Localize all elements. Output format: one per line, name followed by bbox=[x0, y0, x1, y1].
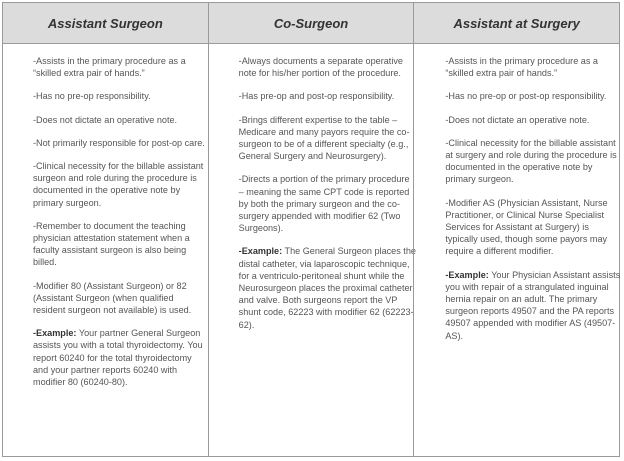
table-header-row bbox=[3, 3, 619, 44]
column-co-surgeon bbox=[208, 44, 414, 456]
list-item: -Assists in the primary procedure as a “skilled extra pair of hands.” bbox=[33, 56, 186, 79]
header-co-surgeon: Co-Surgeon bbox=[208, 3, 414, 43]
list-item: -Directs a portion of the primary procedure – meaning the same CPT code is reported by both the primary surgeon and the co-surgery appended with modifier 62 (Two Surgeons). bbox=[238, 174, 410, 234]
list-item: -Always documents a separate operative note for his/her portion of the procedure. bbox=[238, 56, 403, 79]
list-item: -Clinical necessity for the billable assistant at surgery and role during the procedure is documented in the operative note by primary surgeon. bbox=[445, 137, 617, 185]
example-paragraph bbox=[33, 327, 205, 388]
list-item: -Modifier AS (Physician Assistant, Nurse Practitioner, or Clinical Nurse Specialist Services for Assistant at Surgery) is typically used, though some payors may require a different modifier. bbox=[445, 197, 608, 257]
comparison-table bbox=[2, 2, 620, 457]
example-paragraph bbox=[445, 269, 621, 342]
example-text: The General Surgeon places the distal catheter, via laparoscopic technique, for a ventriculo-peritoneal shunt while the Neurosurgeon places the proximal catheter and valve. Both surgeons report the VP shunt code, 62223 with modifier 62 (62223-62). bbox=[238, 246, 416, 330]
list-item: -Modifier 80 (Assistant Surgeon) or 82 (Assistant Surgeon (when qualified resident surgeon not available) is used. bbox=[33, 280, 192, 316]
list-item: -Has pre-op and post-op responsibility. bbox=[238, 91, 395, 102]
example-label: -Example: bbox=[445, 269, 489, 280]
example-paragraph bbox=[239, 245, 417, 330]
list-item: -Does not dictate an operative note. bbox=[445, 114, 590, 125]
list-item: -Not primarily responsible for post-op care. bbox=[33, 137, 205, 148]
example-text: Your Physician Assistant assists you with repair of a strangulated inguinal hernia repair on an adult. The primary surgeon reports 49507 and the PA reports 49507 appended with modifier AS (49507-AS). bbox=[445, 269, 621, 341]
list-item: -Remember to document the teaching physician attestation statement when a faculty assistant surgeon is also being billed. bbox=[33, 220, 190, 268]
list-item: -Clinical necessity for the billable assistant surgeon and role during the procedure is documented in the operative note by primary surgeon. bbox=[33, 161, 204, 208]
example-label: -Example: bbox=[33, 328, 77, 339]
column-assistant-at-surgery bbox=[413, 44, 619, 456]
list-item: -Has no pre-op responsibility. bbox=[33, 91, 151, 102]
header-assistant-at-surgery: Assistant at Surgery bbox=[413, 3, 619, 43]
list-item: -Does not dictate an operative note. bbox=[33, 114, 178, 125]
header-assistant-surgeon: Assistant Surgeon bbox=[47, 15, 163, 31]
table-body-row bbox=[3, 44, 619, 456]
list-item: -Brings different expertise to the table – Medicare and many payors require the co-surgeon to be of a different specialty (e.g., General Surgery and Neurosurgery). bbox=[238, 114, 410, 162]
example-text: Your partner General Surgeon assists you with a total thyroidectomy. You report 60240 for the total thyroidectomy and your partner reports 60240 with modifier 80 (60240-80). bbox=[33, 328, 203, 388]
list-item: -Assists in the primary procedure as a “skilled extra pair of hands.” bbox=[445, 56, 598, 79]
example-label: -Example: bbox=[238, 246, 283, 257]
list-item: -Has no pre-op or post-op responsibility. bbox=[445, 91, 607, 102]
column-assistant-surgeon bbox=[3, 44, 208, 456]
